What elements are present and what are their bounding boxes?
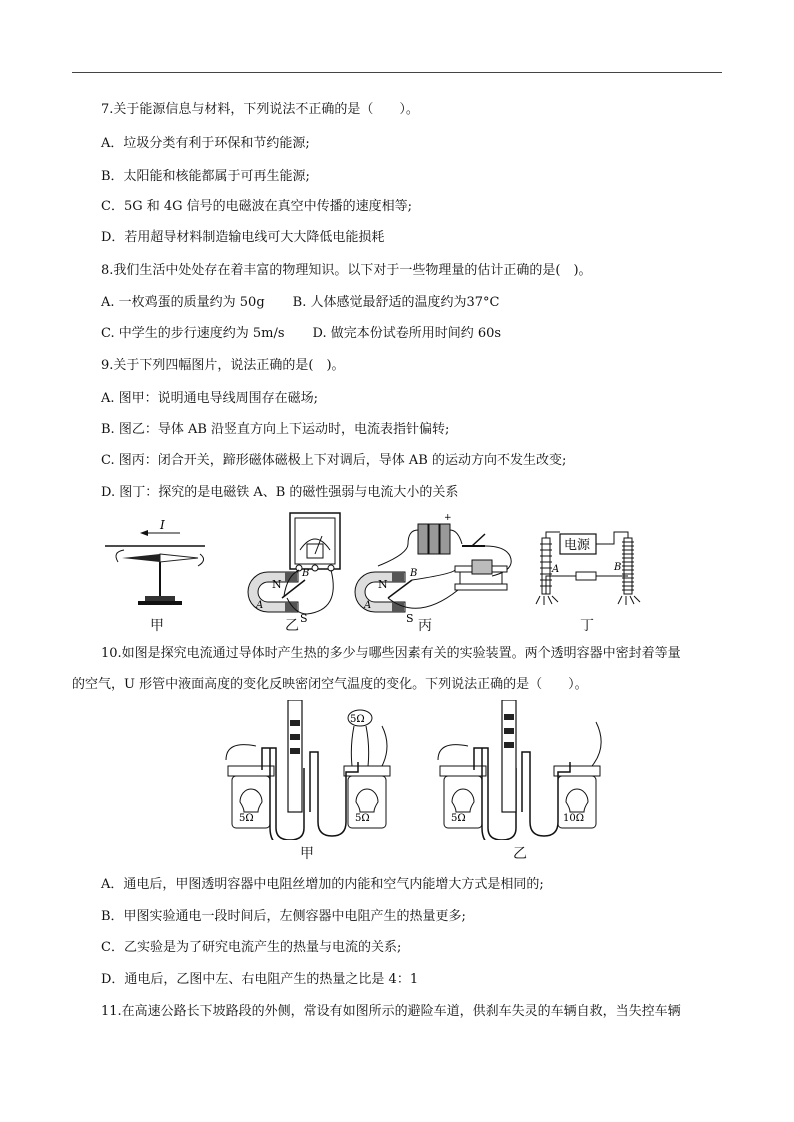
point-b-label: B	[302, 568, 310, 579]
q10-option-c: C．乙实验是为了研究电流产生的热量与电流的关系;	[101, 940, 402, 955]
q8-options-ab	[101, 294, 499, 312]
q8-option-d: D. 做完本份试卷所用时间约 60s	[312, 326, 502, 341]
figure-yi-galvanometer	[248, 513, 340, 625]
q7-option-a: A．垃圾分类有利于环保和节约能源;	[101, 136, 310, 151]
q8-option-b: B. 人体感觉最舒适的温度约为37°C	[292, 295, 500, 310]
bing-b-label: B	[410, 568, 418, 579]
q7-option-d: D．若用超导材料制造输电线可大大降低电能损耗	[101, 230, 385, 245]
q10-option-d: D．通电后，乙图中左、右电阻产生的热量之比是 4：1	[101, 972, 419, 987]
yi-left-resistor: 5Ω	[451, 813, 466, 824]
q7-option-b: B．太阳能和核能都属于可再生能源;	[101, 169, 310, 184]
jia-right-resistor: 5Ω	[355, 813, 370, 824]
figure-ding-electromagnets	[536, 532, 640, 605]
q9-option-b: B. 图乙：导体 AB 沿竖直方向上下运动时，电流表指针偏转;	[101, 422, 450, 437]
bing-s-label: S	[406, 612, 414, 625]
q9-option-c: C. 图丙：闭合开关，蹄形磁体磁极上下对调后，导体 AB 的运动方向不发生改变;	[101, 453, 567, 468]
q10-caption-jia: 甲	[300, 846, 314, 862]
header-rule	[72, 72, 722, 73]
magnet-n-label: N	[272, 578, 282, 591]
jia-outside-resistor: 5Ω	[350, 714, 365, 725]
q11-stem: 11.在高速公路长下坡路段的外侧，常设有如图所示的避险车道，供刹车失灵的车辆自救，当失控车辆	[101, 1004, 681, 1019]
magnet-s-label: S	[300, 612, 308, 625]
q9-caption-bing: 丙	[418, 618, 432, 634]
figure-jia-compass	[105, 518, 205, 605]
ding-b-label: B	[614, 562, 622, 573]
q9-caption-jia: 甲	[150, 618, 164, 634]
q9-stem: 9.关于下列四幅图片，说法正确的是( )。	[101, 358, 345, 373]
q8-stem: 8.我们生活中处处存在着丰富的物理知识。以下对于一些物理量的估计正确的是( )。	[101, 263, 592, 278]
q9-option-a: A. 图甲：说明通电导线周围存在磁场;	[101, 391, 319, 406]
jia-left-resistor: 5Ω	[239, 813, 254, 824]
q10-option-a: A．通电后，甲图透明容器中电阻丝增加的内能和空气内能增大方式是相同的;	[101, 877, 544, 892]
q10-figures	[222, 700, 612, 840]
current-label: I	[160, 518, 165, 532]
bing-n-label: N	[378, 578, 388, 591]
figure-jia-heating	[226, 700, 390, 840]
q8-option-a: A. 一枚鸡蛋的质量约为 50g	[101, 295, 265, 310]
q10-stem-line2: 的空气，U 形管中液面高度的变化反映密闭空气温度的变化。下列说法正确的是（ ）。	[72, 677, 588, 692]
figure-bing-motor	[355, 513, 511, 625]
figure-yi-heating	[438, 700, 601, 840]
q8-options-cd	[101, 325, 501, 343]
point-a-label: A	[256, 600, 264, 611]
yi-right-resistor: 10Ω	[563, 813, 585, 824]
q9-option-d: D. 图丁：探究的是电磁铁 A、B 的磁性强弱与电流大小的关系	[101, 485, 459, 500]
q9-caption-yi: 乙	[285, 618, 299, 634]
q7-stem: 7.关于能源信息与材料，下列说法不正确的是（ ）。	[101, 102, 419, 117]
q10-option-b: B．甲图实验通电一段时间后，左侧容器中电阻产生的热量更多;	[101, 909, 466, 924]
svg-text:+: +	[444, 513, 452, 523]
ding-a-label: A	[552, 564, 560, 575]
q10-caption-yi: 乙	[513, 846, 527, 862]
q8-option-c: C. 中学生的步行速度约为 5m/s	[101, 326, 285, 341]
q10-stem-line1: 10.如图是探究电流通过导体时产生热的多少与哪些因素有关的实验装置。两个透明容器中密封着等量	[101, 646, 681, 661]
bing-a-label: A	[364, 600, 372, 611]
q7-option-c: C．5G 和 4G 信号的电磁波在真空中传播的速度相等;	[101, 199, 413, 214]
q9-figures	[100, 510, 660, 635]
q9-caption-ding: 丁	[580, 618, 594, 634]
power-supply-label: 电源	[564, 538, 591, 553]
